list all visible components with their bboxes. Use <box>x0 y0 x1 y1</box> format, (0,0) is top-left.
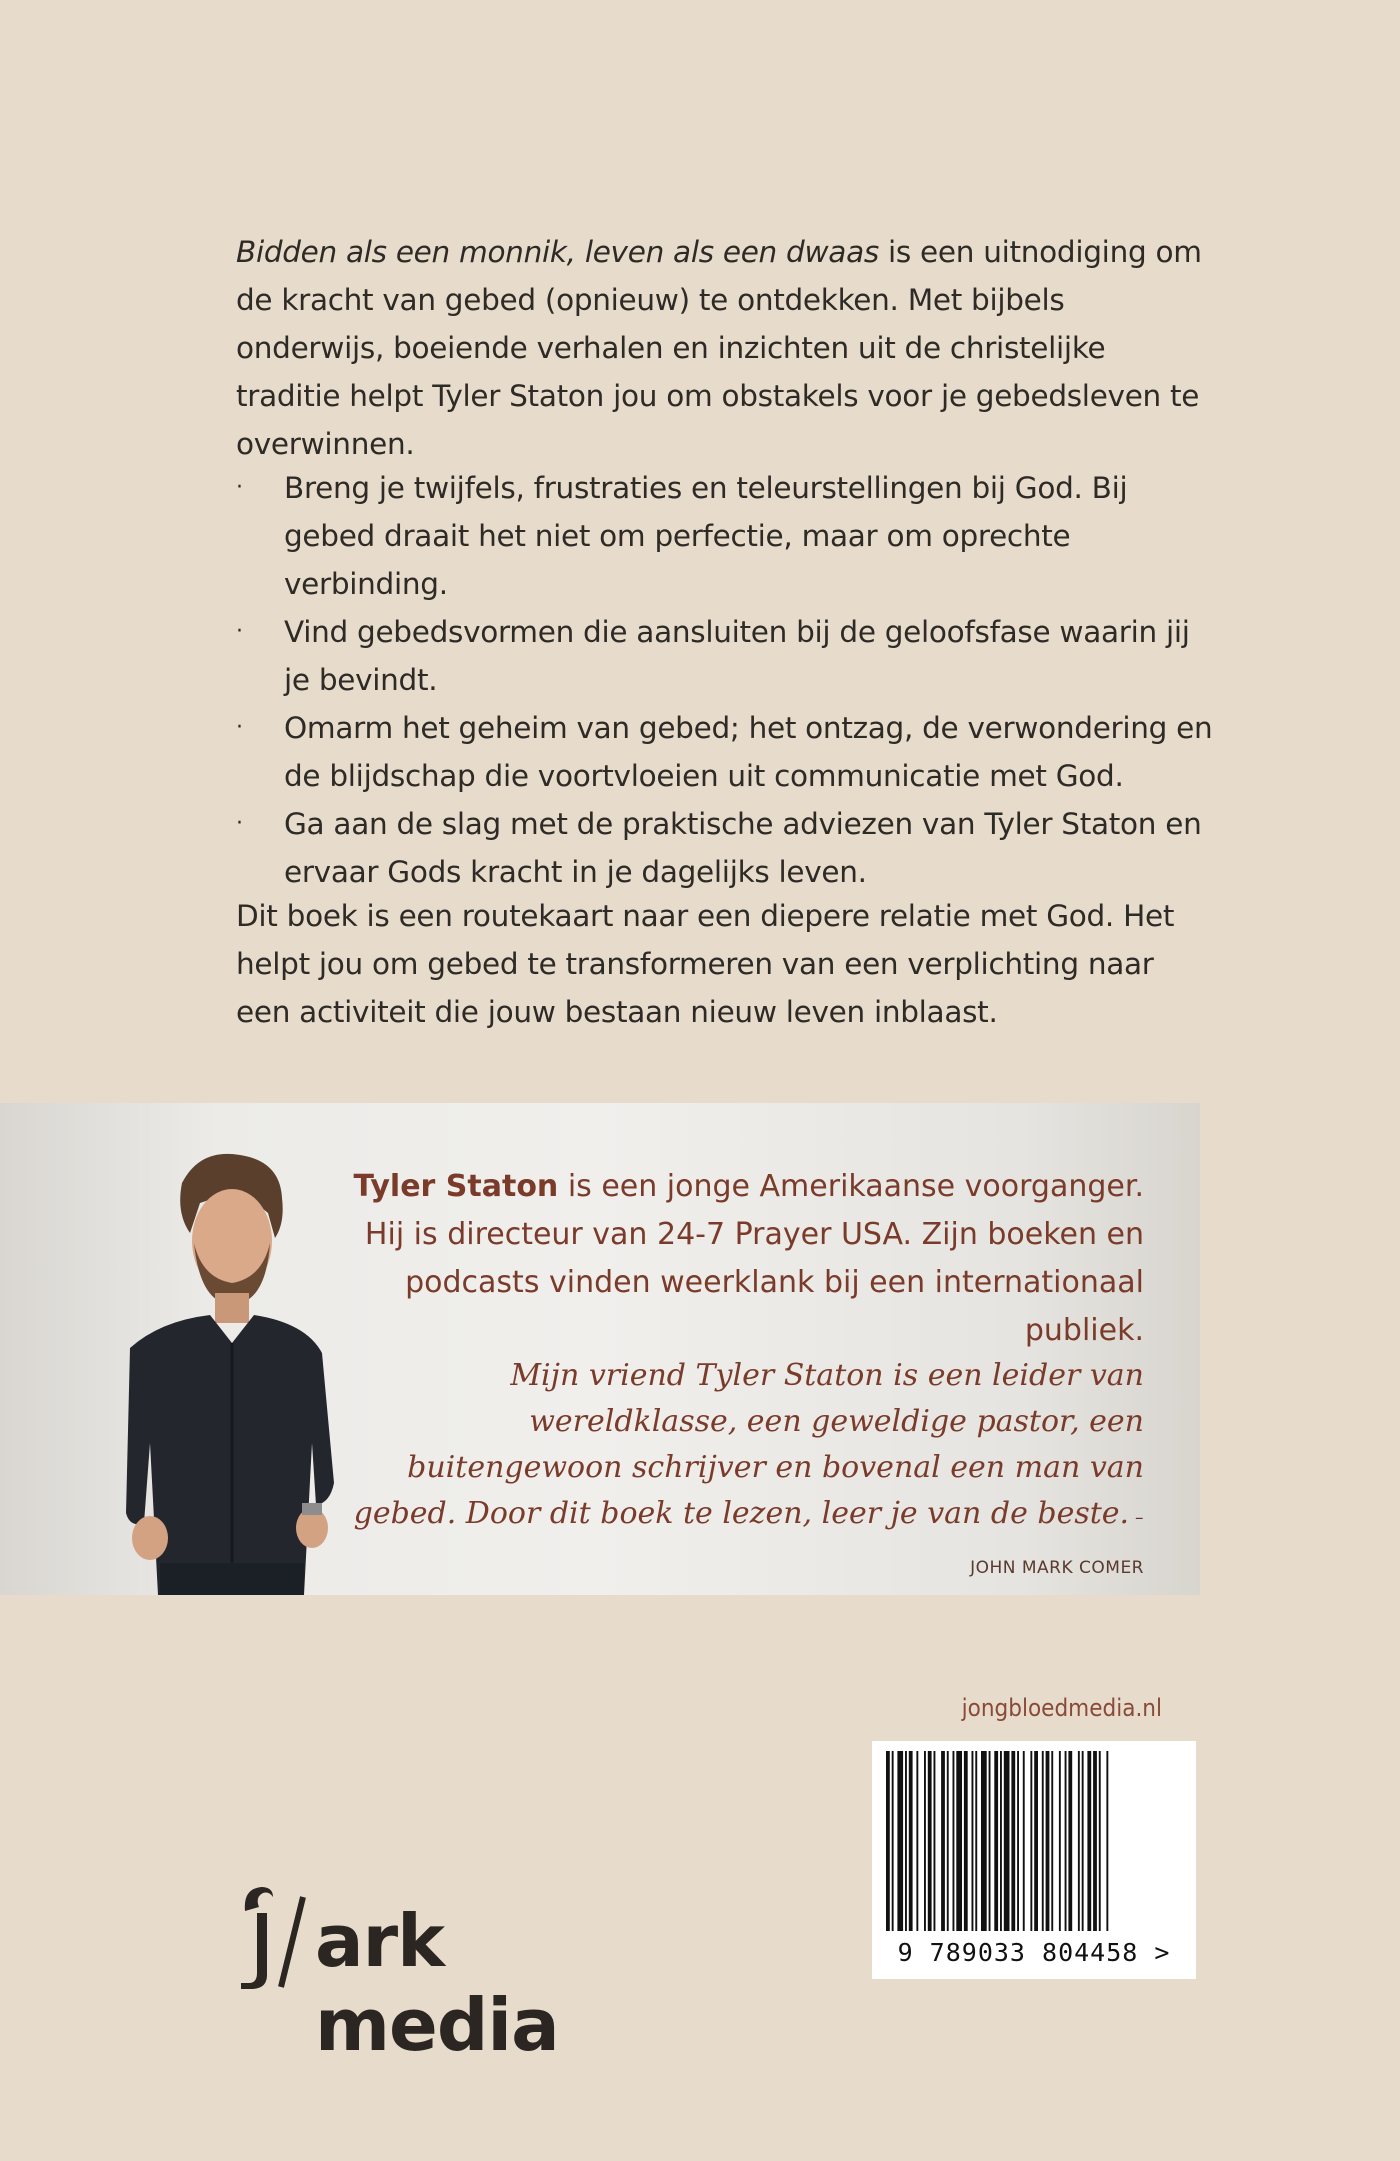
feature-list <box>236 464 1216 896</box>
bullet-icon: · <box>236 619 243 644</box>
barcode-bar <box>1030 1751 1032 1931</box>
barcode-bar <box>1011 1751 1015 1931</box>
barcode-bar <box>953 1751 955 1931</box>
barcode-bar <box>1059 1751 1061 1931</box>
barcode-bar <box>941 1751 945 1931</box>
barcode-bar <box>1082 1751 1084 1931</box>
barcode-bar <box>1106 1751 1108 1931</box>
publisher-name: ark media <box>315 1899 559 2067</box>
barcode-bar <box>1051 1751 1053 1931</box>
publisher-logo <box>233 1883 693 2067</box>
author-photo <box>90 1143 350 1595</box>
barcode-bar <box>905 1751 907 1931</box>
barcode-bar <box>1078 1751 1080 1931</box>
intro-text: is een uitnodiging om de kracht van gebed (opnieuw) te ontdekken. Met bijbels onderwijs, boeiende verhalen en inzichten uit de christelijke traditie helpt Tyler Staton jou om obstakels voor je gebedsleven te overwinnen. <box>236 235 1202 461</box>
barcode-bar <box>1000 1751 1002 1931</box>
jongbloed-j-logo-icon <box>233 1883 313 1993</box>
intro-paragraph <box>236 228 1216 468</box>
isbn-barcode <box>872 1741 1196 1979</box>
barcode-bar <box>1004 1751 1010 1931</box>
outro-paragraph: Dit boek is een routekaart naar een diepere relatie met God. Het helpt jou om gebed te transformeren van een verplichting naar een activiteit die jouw bestaan nieuw leven inblaast. <box>236 899 1175 1029</box>
barcode-bars <box>872 1741 1196 1941</box>
endorsement-quote: Mijn vriend Tyler Staton is een leider van wereldklasse, een geweldige pastor, een buitengewoon schrijver en bovenal een man van gebed. Door dit boek te lezen, leer je van de beste. – JOHN MARK COMER <box>353 1358 1144 1578</box>
barcode-bar <box>934 1751 936 1931</box>
list-item: · Ga aan de slag met de praktische adviezen van Tyler Staton en ervaar Gods kracht in je dagelijks leven. <box>236 800 1216 896</box>
bullet-icon: · <box>236 475 243 500</box>
barcode-bar <box>909 1751 913 1931</box>
list-item: · Breng je twijfels, frustraties en teleurstellingen bij God. Bij gebed draait het niet om perfectie, maar om oprechte verbinding. <box>236 464 1216 608</box>
author-section <box>0 1103 1200 1595</box>
quote-attribution: – JOHN MARK COMER <box>970 1508 1144 1578</box>
barcode-bar <box>1068 1751 1072 1931</box>
book-title-italic: Bidden als een monnik, leven als een dwaas <box>236 235 879 269</box>
bullet-icon: · <box>236 715 243 740</box>
barcode-bar <box>892 1751 894 1931</box>
publisher-website: jongbloedmedia.nl <box>961 1694 1162 1722</box>
barcode-bar <box>928 1751 932 1931</box>
barcode-bar <box>989 1751 991 1931</box>
barcode-bar <box>975 1751 977 1931</box>
barcode-bar <box>1087 1751 1091 1931</box>
barcode-bar <box>972 1751 974 1931</box>
barcode-bar <box>1034 1751 1038 1931</box>
barcode-number: 9 789033 804458 > <box>897 1938 1171 1967</box>
barcode-bar <box>956 1751 962 1931</box>
barcode-bar <box>1042 1751 1044 1931</box>
bullet-icon: · <box>236 811 243 836</box>
barcode-bar <box>1017 1751 1019 1931</box>
barcode-bar <box>1099 1751 1101 1931</box>
author-bio: Tyler Staton is een jonge Amerikaanse voorganger. Hij is directeur van 24-7 Prayer USA. Zijn boeken en podcasts vinden weerklank bij een internationaal publiek. <box>353 1169 1144 1348</box>
barcode-bar <box>1023 1751 1025 1931</box>
barcode-bar <box>924 1751 926 1931</box>
barcode-bar <box>916 1751 918 1931</box>
barcode-bar <box>897 1751 903 1931</box>
barcode-bar <box>964 1751 968 1931</box>
list-item: · Omarm het geheim van gebed; het ontzag, de verwondering en de blijdschap die voortvloeien uit communicatie met God. <box>236 704 1216 800</box>
author-name: Tyler Staton <box>353 1169 559 1204</box>
barcode-bar <box>947 1751 949 1931</box>
barcode-bar <box>981 1751 987 1931</box>
barcode-bar <box>886 1751 890 1931</box>
barcode-bar <box>1065 1751 1067 1931</box>
barcode-bar <box>994 1751 998 1931</box>
barcode-bar <box>1046 1751 1050 1931</box>
barcode-bar <box>1093 1751 1097 1931</box>
list-item: · Vind gebedsvormen die aansluiten bij de geloofsfase waarin jij je bevindt. <box>236 608 1216 704</box>
